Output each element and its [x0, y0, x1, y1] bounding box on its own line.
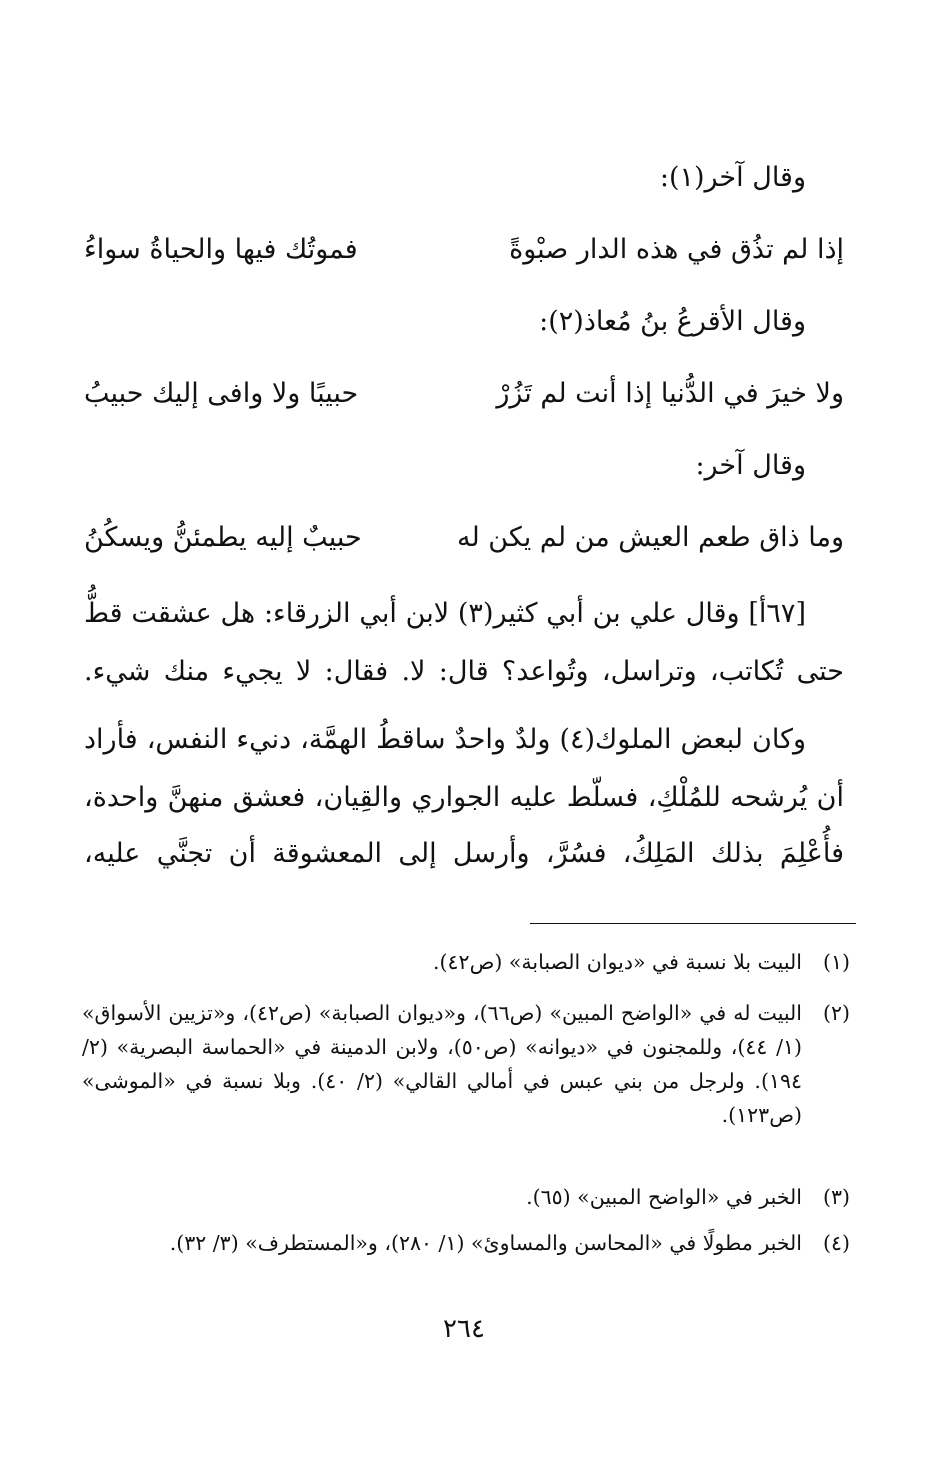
verse-1 — [84, 228, 844, 272]
footnote-4 — [82, 1226, 850, 1260]
intro-line-1: وقال آخر(١): — [659, 162, 806, 193]
footnote-2-number: (٢) — [822, 1001, 850, 1025]
paragraph-2-line-3: فأُعْلِمَ بذلك المَلِكُ، فسُرَّ، وأرسل إلى المعشوقة أن تجنَّي عليه، — [84, 838, 844, 869]
paragraph-1-line-1: [٦٧أ] وقال علي بن أبي كثير(٣) لابن أبي الزرقاء: هل عشقت قطُّ — [84, 598, 806, 629]
footnote-3 — [82, 1180, 850, 1214]
verse-2-second-hemistich: حبيبًا ولا وافى إليك حبيبُ — [84, 378, 359, 409]
footnote-1-number: (١) — [822, 950, 850, 974]
verse-2-first-hemistich: ولا خيرَ في الدُّنيا إذا أنت لم تَزُرْ — [496, 378, 844, 409]
footnote-1 — [82, 945, 850, 979]
verse-2 — [84, 372, 844, 416]
paragraph-1-line-2: حتى تُكاتب، وتراسل، وتُواعد؟ قال: لا. فقال: لا يجيء منك شيء. — [84, 656, 844, 687]
verse-1-second-hemistich: فموتُك فيها والحياةُ سواءُ — [84, 234, 358, 265]
verse-1-first-hemistich: إذا لم تذُق في هذه الدار صبْوةً — [509, 234, 844, 265]
verse-3-first-hemistich: وما ذاق طعم العيش من لم يكن له — [457, 522, 844, 553]
paragraph-2-line-2: أن يُرشحه للمُلْكِ، فسلّط عليه الجواري والقِيان، فعشق منهنَّ واحدة، — [84, 782, 844, 813]
intro-line-2: وقال الأقرعُ بنُ مُعاذ(٢): — [539, 306, 806, 337]
footnote-1-text: البيت بلا نسبة في «ديوان الصبابة» (ص٤٢). — [433, 950, 802, 974]
footnote-4-text: الخبر مطولًا في «المحاسن والمساوئ» (١/ ٢٨٠)، و«المستطرف» (٣/ ٣٢). — [169, 1231, 802, 1255]
verse-3-second-hemistich: حبيبٌ إليه يطمئنُّ ويسكُنُ — [84, 522, 362, 553]
footnote-3-text: الخبر في «الواضح المبين» (٦٥). — [526, 1185, 802, 1209]
footnote-2 — [82, 996, 850, 1132]
footnote-2-text: البيت له في «الواضح المبين» (ص٦٦)، و«ديوان الصبابة» (ص٤٢)، و«تزيين الأسواق» (١/ ٤٤)، وللمجنون في «ديوانه» (ص٥٠)، ولابن الدمينة في «الحماسة البصرية» (٢/ ١٩٤). ولرجل من بني عبس في أمالي القالي» (٢/ ٤٠). وبلا نسبة في «الموشى» (ص١٢٣). — [82, 1001, 803, 1127]
paragraph-2-line-1: وكان لبعض الملوك(٤) ولدٌ واحدٌ ساقطُ الهمَّة، دنيء النفس، فأراد — [84, 724, 806, 755]
footnote-3-number: (٣) — [822, 1185, 850, 1209]
footnote-separator — [530, 923, 856, 924]
footnote-4-number: (٤) — [822, 1231, 850, 1255]
page-number: ٢٦٤ — [443, 1314, 485, 1344]
verse-3 — [84, 516, 844, 560]
intro-line-3: وقال آخر: — [695, 450, 806, 481]
